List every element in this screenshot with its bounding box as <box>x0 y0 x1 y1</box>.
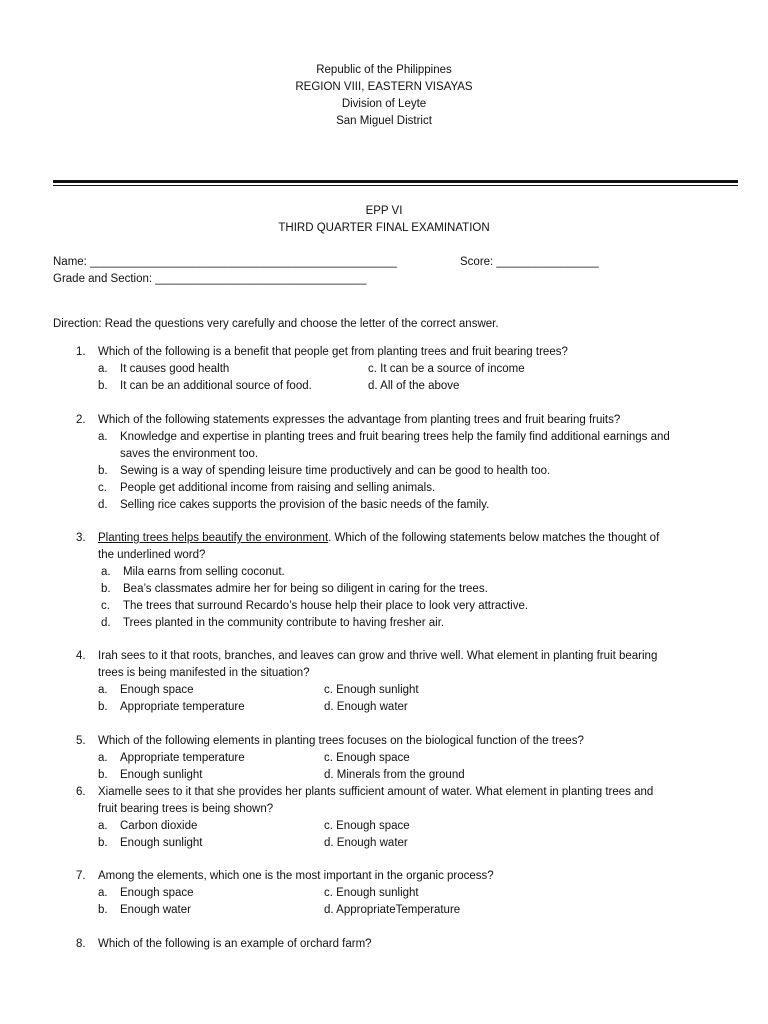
option-d: d. Enough water <box>324 837 408 849</box>
option-d: d. AppropriateTemperature <box>324 904 461 916</box>
exam-title: THIRD QUARTER FINAL EXAMINATION <box>278 222 490 234</box>
header-republic: Republic of the Philippines <box>316 64 452 76</box>
underlined-phrase: Planting trees helps beautify the environment <box>98 532 329 544</box>
header-district: San Miguel District <box>336 115 432 127</box>
direction-text: Direction: Read the questions very carefully and choose the letter of the correct answer. <box>53 318 499 330</box>
option-a: a. Mila earns from selling coconut. <box>101 566 285 578</box>
option-a: a. Appropriate temperature <box>98 752 245 764</box>
question-number: 2. <box>76 414 86 426</box>
option-b: b. Enough sunlight <box>98 769 203 781</box>
question-number: 3. <box>76 532 86 544</box>
header-region: REGION VIII, EASTERN VISAYAS <box>295 81 473 93</box>
question-stem: Planting trees helps beautify the environment. Which of the following statements below matches the thought of the underlined word? <box>98 532 660 561</box>
name-field: Name: ________________________________________________ <box>53 256 398 268</box>
option-c: c. Enough space <box>324 752 410 764</box>
document-header <box>0 62 768 130</box>
question-number: 7. <box>76 870 86 882</box>
option-d: d. Minerals from the ground <box>324 769 465 781</box>
option-b: b. Bea’s classmates admire her for being so diligent in caring for the trees. <box>101 583 488 595</box>
option-c: c. It can be a source of income <box>368 363 525 375</box>
question-stem: Which of the following statements expresses the advantage from planting trees and fruit bearing fruits? <box>98 414 621 426</box>
option-a-continued: saves the environment too. <box>120 448 259 460</box>
question-number: 4. <box>76 650 86 662</box>
option-c: c. Enough sunlight <box>324 684 419 696</box>
option-c: c. Enough sunlight <box>324 887 419 899</box>
question-number: 1. <box>76 346 86 358</box>
header-divider-thick <box>53 180 738 183</box>
option-b: b. Sewing is a way of spending leisure time productively and can be good to health too. <box>98 465 551 477</box>
grade-section-field: Grade and Section: _________________________________ <box>53 273 367 285</box>
exam-title-block <box>0 203 768 237</box>
option-b: b. Enough water <box>98 904 191 916</box>
question-number: 5. <box>76 735 86 747</box>
question-stem: Irah sees to it that roots, branches, and leaves can grow and thrive well. What element in planting fruit bearing trees is being manifested in the situation? <box>98 650 658 679</box>
option-c: c. People get additional income from raising and selling animals. <box>98 482 436 494</box>
option-c: c. The trees that surround Recardo’s house help their place to look very attractive. <box>101 600 529 612</box>
question-stem: Which of the following is a benefit that people get from planting trees and fruit bearing trees? <box>98 346 568 358</box>
option-a: a. Knowledge and expertise in planting trees and fruit bearing trees help the family find additional earnings and <box>98 431 670 443</box>
question-stem: Xiamelle sees to it that she provides her plants sufficient amount of water. What element in planting trees and fruit bearing trees is being shown? <box>98 786 654 815</box>
option-a: a. Enough space <box>98 684 194 696</box>
option-b: b. Appropriate temperature <box>98 701 245 713</box>
option-d: d. All of the above <box>368 380 460 392</box>
exam-subject: EPP VI <box>365 205 403 217</box>
option-d: d. Trees planted in the community contribute to having fresher air. <box>101 617 445 629</box>
option-b: b. It can be an additional source of food. <box>98 380 312 392</box>
option-b: b. Enough sunlight <box>98 837 203 849</box>
header-divider-thin <box>53 185 738 186</box>
option-d: d. Enough water <box>324 701 408 713</box>
header-division: Division of Leyte <box>341 98 427 110</box>
question-stem: Which of the following is an example of orchard farm? <box>98 938 372 950</box>
option-d: d. Selling rice cakes supports the provision of the basic needs of the family. <box>98 499 490 511</box>
question-number: 8. <box>76 938 86 950</box>
option-a: a. It causes good health <box>98 363 230 375</box>
question-stem: Among the elements, which one is the most important in the organic process? <box>98 870 494 882</box>
score-field: Score: ________________ <box>460 256 599 268</box>
option-c: c. Enough space <box>324 820 410 832</box>
question-stem: Which of the following elements in planting trees focuses on the biological function of the trees? <box>98 735 584 747</box>
question-number: 6. <box>76 786 86 798</box>
option-a: a. Carbon dioxide <box>98 820 198 832</box>
option-a: a. Enough space <box>98 887 194 899</box>
